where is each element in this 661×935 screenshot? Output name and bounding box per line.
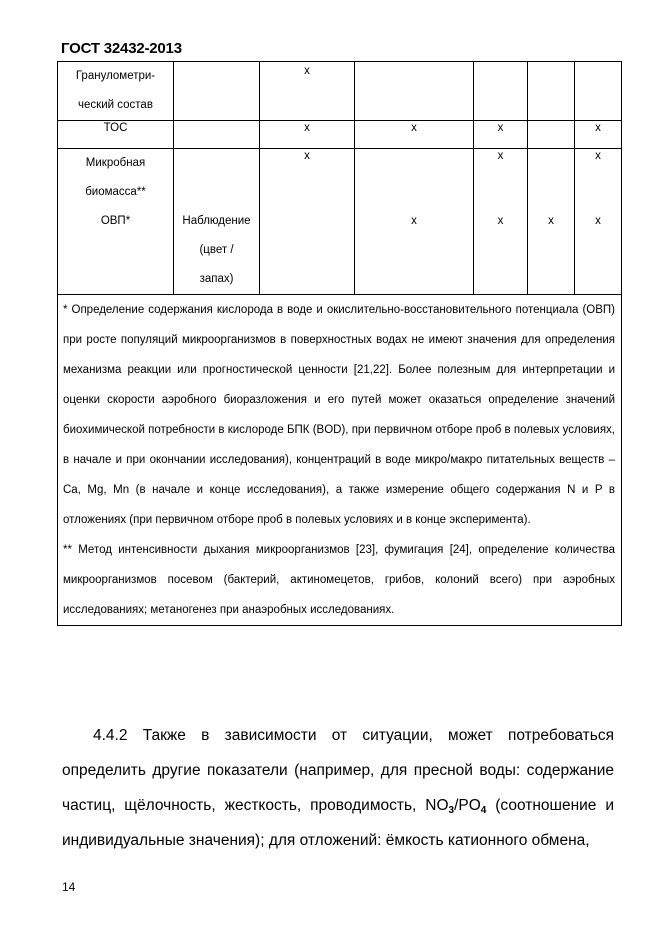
mark-cell: x [260, 62, 355, 121]
footnote-oxygen-redox: * Определение содержания кислорода в воде и окислительно-восстановительного потенциала (ОВП) при росте популяций микроорганизмов в поверхностных водах не имеют значения для определения механизма реакции или прогностической ценности [21,22]. Более полезным для интерпретации и оценки скорости аэробного биоразложения и его путей может оказаться определение значений биохимической потребности в кислороде БПК (BOD), при первичном отборе проб в полевых условиях, в начале и при окончании исследования), концентраций в воде микро/макро питательных веществ – Ca, Mg, Mn (в начале и конце исследования), а также измерение общего содержания N и P в отложениях (при первичном отборе проб в полевых условиях и в конце эксперимента). [63, 304, 615, 526]
mark-cell [528, 62, 575, 121]
parameters-table [57, 61, 622, 626]
mark-cell: x [474, 149, 528, 208]
mark-cell [528, 121, 575, 149]
table-row [58, 207, 622, 295]
method-cell [174, 149, 260, 208]
mark-cell: x [474, 121, 528, 149]
table-row [58, 149, 622, 208]
mark-cell: x [260, 121, 355, 149]
mark-cell: x [355, 121, 474, 149]
method-cell [174, 62, 260, 121]
parameter-name-cell: ТОС [58, 121, 174, 149]
mark-cell [575, 62, 622, 121]
mark-cell [355, 149, 474, 208]
mark-cell [474, 62, 528, 121]
mark-cell: x [474, 207, 528, 295]
method-cell [174, 121, 260, 149]
mark-cell [260, 207, 355, 295]
mark-cell: x [575, 207, 622, 295]
mark-cell: x [575, 121, 622, 149]
mark-cell: x [575, 149, 622, 208]
table-notes [58, 295, 622, 626]
mark-cell: x [260, 149, 355, 208]
parameter-name-cell: ОВП* [58, 207, 174, 295]
footnote-microbial-biomass: ** Метод интенсивности дыхания микроорганизмов [23], фумигация [24], определение количества микроорганизмов посевом (бактерий, актиномецетов, грибов, колоний всего) при аэробных исследованиях; метаногенез при анаэробных исследованиях. [63, 544, 615, 616]
mark-cell [528, 149, 575, 208]
parameter-name-cell: Микробная биомасса** [58, 149, 174, 208]
document-code: ГОСТ 32432-2013 [61, 40, 182, 57]
table-row [58, 121, 622, 149]
parameter-name-cell: Гранулометри- ческий состав [58, 62, 174, 121]
body-paragraph: 4.4.2 Также в зависимости от ситуации, может потребоваться определить другие показатели (например, для пресной воды: содержание частиц, щёлочность, жесткость, проводимость, $NO_3/PO_4$ (соотношение и индивидуальные значения); для отложений: ёмкость катионного обмена, [62, 727, 614, 849]
table-row [58, 62, 622, 121]
mark-cell: x [355, 207, 474, 295]
mark-cell: x [528, 207, 575, 295]
method-cell: Наблюдение (цвет / запах) [174, 207, 260, 295]
table-notes-row [58, 295, 622, 626]
page-number: 14 [62, 880, 76, 894]
mark-cell [355, 62, 474, 121]
